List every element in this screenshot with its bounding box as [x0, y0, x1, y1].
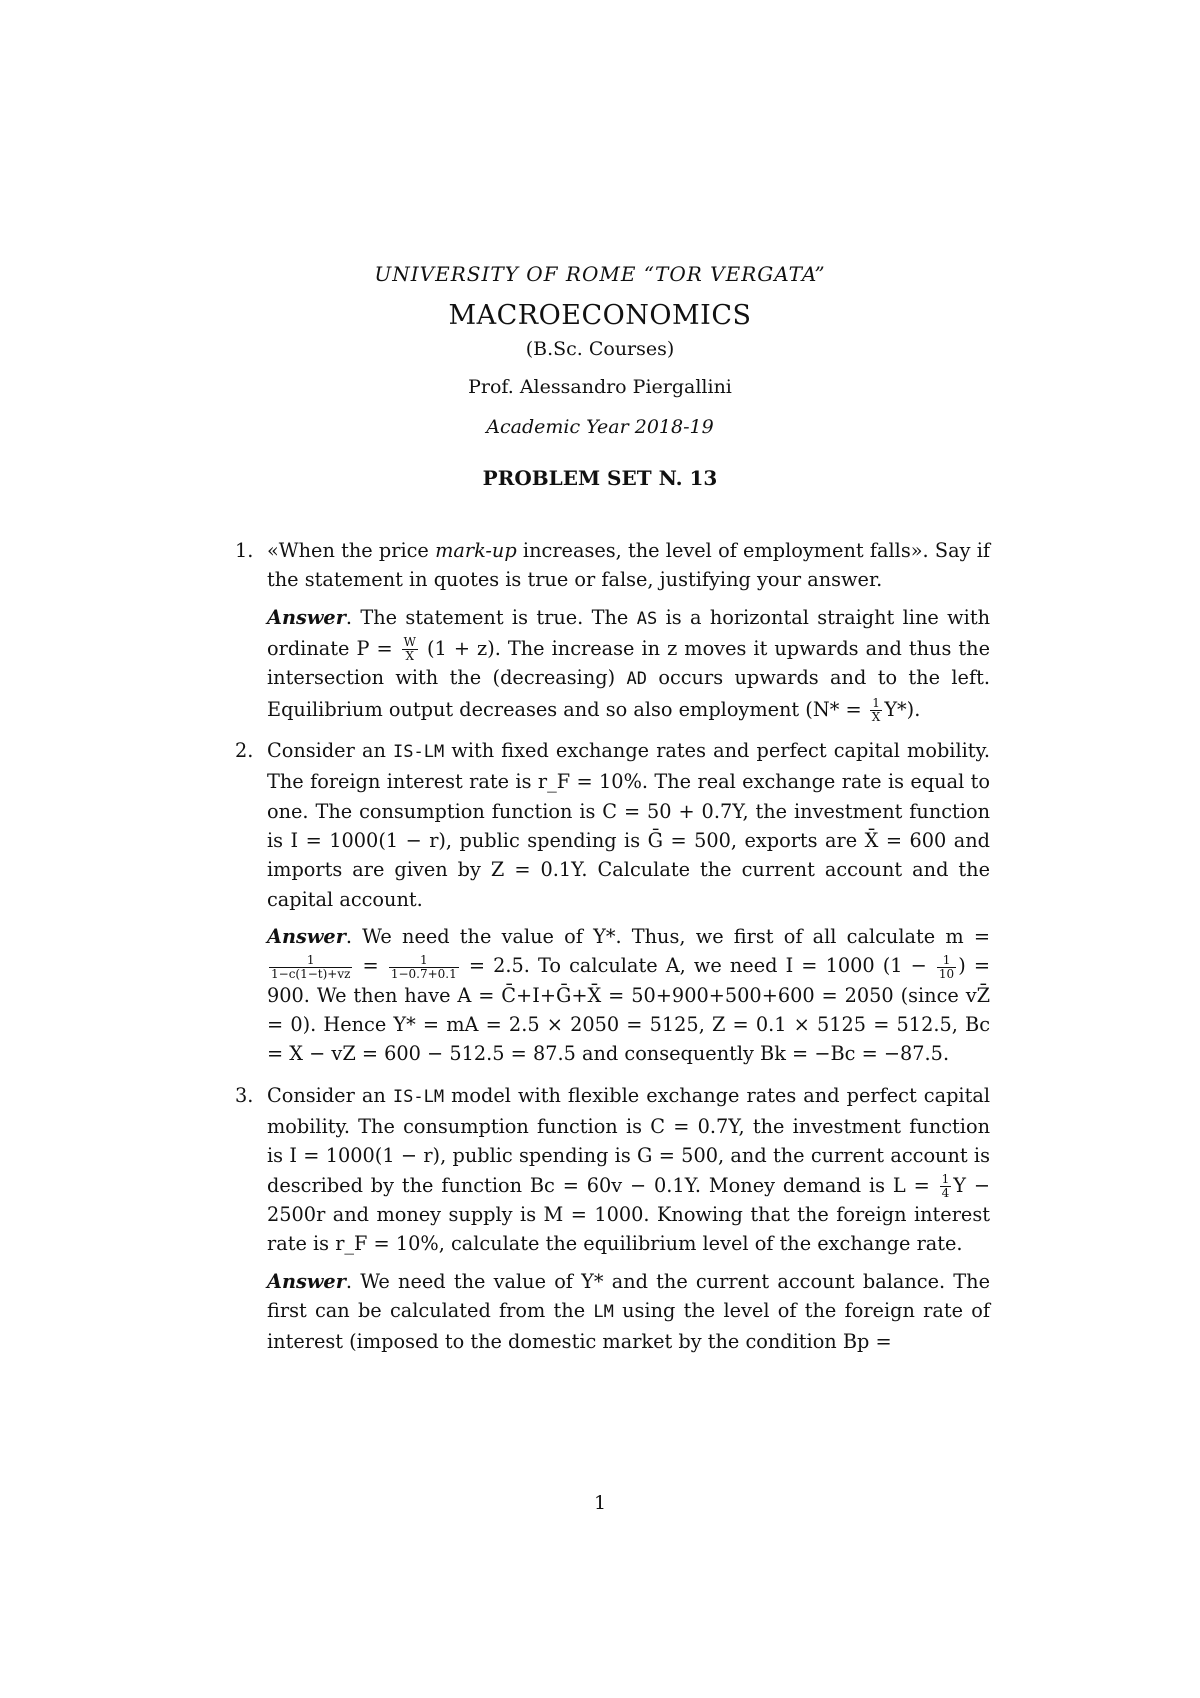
- problem-answer: Answer. We need the value of Y*. Thus, we first of all calculate m = $\frac{1}{1-c(1-t)+vz}$ = $\frac{1}{1-0.7+0.1}$ = 2.5. To calculate A, we need I = 1000 (1 − $\frac{1}{10}$ ) = 900. We then have A = C̄+I+Ḡ+X̄ = 50+900+500+600 = 2050 (since vZ̄ = 0). Hence Y* = mA = 2.5 × 2050 = 5125, Z = 0.1 × 5125 = 512.5, Bc = X − vZ = 600 − 512.5 = 87.5 and consequently Bk = −Bc = −87.5.: [267, 924, 990, 1066]
- problem-answer: Answer. The statement is true. The AS is a horizontal straight line with ordinate P = $\frac{W}{X}$ (1 + z). The increase in z moves it upwards and thus the intersection with the (decreasing) AD occurs upwards and to the left. Equilibrium output decreases and so also employment (N* = $\frac{1}{X}$ Y*).: [267, 605, 990, 725]
- problem-number: 3.: [235, 1083, 254, 1107]
- fraction: $\frac{1}{1-0.7+0.1}$: [390, 952, 457, 981]
- fraction: $\frac{W}{X}$: [403, 635, 416, 664]
- page-number: 1: [593, 1492, 607, 1514]
- professor-name: Prof. Alessandro Piergallini: [468, 376, 732, 398]
- problem-set-title: PROBLEM SET N. 13: [482, 466, 718, 490]
- answer-label: Answer: [267, 924, 346, 948]
- fraction: $\frac{1}{4}$: [941, 1172, 950, 1201]
- problem-question: Consider an IS-LM model with flexible exchange rates and perfect capital mobility. The consumption function is C = 0.7Y, the investment function is I = 1000(1 − r), public spending is G = 500, and the current account is described by the function Bc = 60v − 0.1Y. Money demand is L = $\frac{1}{4}$ Y − 2500r and money supply is M = 1000. Knowing that the foreign interest rate is r_F = 10%, calculate the equilibrium level of the exchange rate.: [267, 1083, 990, 1256]
- fraction: $\frac{1}{1-c(1-t)+vz}$: [271, 952, 351, 981]
- problem-list: [235, 536, 990, 1369]
- course-subtitle: (B.Sc. Courses): [525, 338, 675, 360]
- course-title: MACROECONOMICS: [448, 300, 752, 331]
- fraction: $\frac{1}{10}$: [938, 952, 955, 981]
- problem-answer: Answer. We need the value of Y* and the current account balance. The first can be calculated from the LM using the level of the foreign rate of interest (imposed to the domestic market by the condition Bp =: [267, 1269, 990, 1354]
- problem-question: «When the price mark-up increases, the level of employment falls». Say if the statement in quotes is true or false, justifying your answer.: [267, 539, 990, 592]
- problem-number: 2.: [235, 739, 254, 763]
- problem-item: [235, 1081, 990, 1357]
- problem-item: [235, 536, 990, 724]
- problem-question: Consider an IS-LM with fixed exchange rates and perfect capital mobility. The foreign interest rate is r_F = 10%. The real exchange rate is equal to one. The consumption function is C = 50 + 0.7Y, the investment function is I = 1000(1 − r), public spending is Ḡ = 500, exports are X̄ = 600 and imports are given by Z = 0.1Y. Calculate the current account and the capital account.: [267, 739, 991, 911]
- problem-item: [235, 736, 990, 1068]
- university-name: UNIVERSITY OF ROME “TOR VERGATA”: [374, 262, 826, 286]
- academic-year: Academic Year 2018-19: [486, 416, 714, 438]
- answer-label: Answer: [267, 605, 346, 629]
- problem-number: 1.: [235, 539, 254, 562]
- answer-label: Answer: [267, 1269, 346, 1293]
- fraction: $\frac{1}{X}$: [871, 696, 881, 725]
